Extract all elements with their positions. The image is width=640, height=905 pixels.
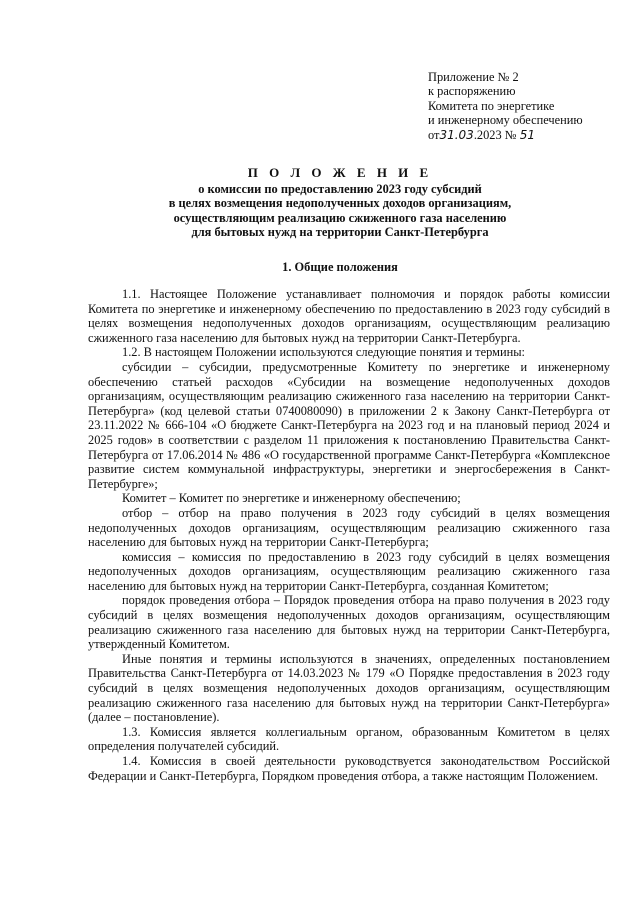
paragraph: отбор – отбор на право получения в 2023 году субсидий в целях возмещения недополученных доходов организациям, осуществляющим реализацию сжиженного газа населению для бытовых нужд на территории Санкт-Петербурга; (88, 505, 610, 550)
paragraph: комиссия – комиссия по предоставлению в 2023 году субсидий в целях возмещения недополученных доходов организациям, осуществляющим реализацию сжиженного газа населению для бытовых нужд на территории Санкт-Петербурга, созданная Комитетом; (88, 549, 610, 593)
document-title-block (80, 166, 600, 240)
paragraph: порядок проведения отбора – Порядок проведения отбора на право получения в 2023 году субсидий в целях возмещения недополученных доходов организациям, осуществляющим реализацию сжиженного газа населению для бытовых нужд на территории Санкт-Петербурга, утвержденный Комитетом. (88, 593, 610, 652)
document-body (88, 287, 610, 783)
approval-block (428, 70, 628, 142)
paragraph: 1.3. Комиссия является коллегиальным органом, образованным Комитетом в целях определения получателей субсидий. (88, 724, 610, 754)
paragraph: субсидии – субсидии, предусмотренные Комитету по энергетике и инженерному обеспечению статьей расходов «Субсидии на возмещение недополученных доходов организациям, осуществляющим реализацию сжиженного газа населению на территории Санкт-Петербурга» (код целевой статьи 0740080090) в приложении 2 к Закону Санкт-Петербурга от 23.11.2022 № 666-104 «О бюджете Санкт-Петербурга на 2023 год и на плановый период 2024 и 2025 годов» в соответствии с разделом 11 приложения к постановлению Правительства Санкт-Петербурга от 17.06.2014 № 486 «О государственной программе Санкт-Петербурга «Комплексное развитие систем коммунальной инфраструктуры, энергетики и энергосбережения в Санкт-Петербурге»; (88, 359, 610, 491)
approval-line: Приложение № 2 (428, 70, 519, 84)
approval-date-line (428, 128, 628, 142)
date-year-number: .2023 № (473, 127, 517, 142)
subtitle-line: для бытовых нужд на территории Санкт-Петербурга (191, 225, 489, 240)
paragraph: 1.2. В настоящем Положении используются следующие понятия и термины: (122, 345, 525, 360)
subtitle-line: в целях возмещения недополученных доходов организациям, (168, 196, 512, 211)
document-title: П О Л О Ж Е Н И Е (247, 165, 433, 180)
approval-line: к распоряжению (428, 84, 516, 99)
paragraph: Иные понятия и термины используются в значениях, определенных постановлением Правительства Санкт-Петербурга от 14.03.2023 № 179 «О Порядке предоставления в 2023 году субсидий в целях возмещения недополученных доходов организациям, осуществляющим реализацию сжиженного газа населению для бытовых нужд на территории Санкт-Петербурга» (далее – постановление). (88, 651, 610, 725)
subtitle-line: осуществляющим реализацию сжиженного газа населению (173, 210, 507, 225)
subtitle-line: о комиссии по предоставлению 2023 году субсидий (198, 181, 482, 196)
paragraph: 1.4. Комиссия в своей деятельности руководствуется законодательством Российской Федерации и Санкт-Петербурга, Порядком проведения отбора, а также настоящим Положением. (88, 754, 610, 783)
handwritten-date: 31.03 (439, 127, 474, 142)
approval-line: Комитета по энергетике (428, 98, 555, 113)
handwritten-number: 51 (519, 127, 536, 142)
section-heading: 1. Общие положения (282, 260, 398, 274)
paragraph: Комитет – Комитет по энергетике и инженерному обеспечению; (122, 491, 461, 506)
date-prefix: от (428, 127, 440, 142)
approval-line: и инженерному обеспечению (428, 113, 583, 128)
paragraph: 1.1. Настоящее Положение устанавливает полномочия и порядок работы комиссии Комитета по энергетике и инженерному обеспечению по предоставлению в 2023 году субсидий в целях возмещения недополученных доходов организациям, осуществляющим реализацию сжиженного газа населению для бытовых нужд на территории Санкт-Петербурга. (88, 287, 610, 345)
